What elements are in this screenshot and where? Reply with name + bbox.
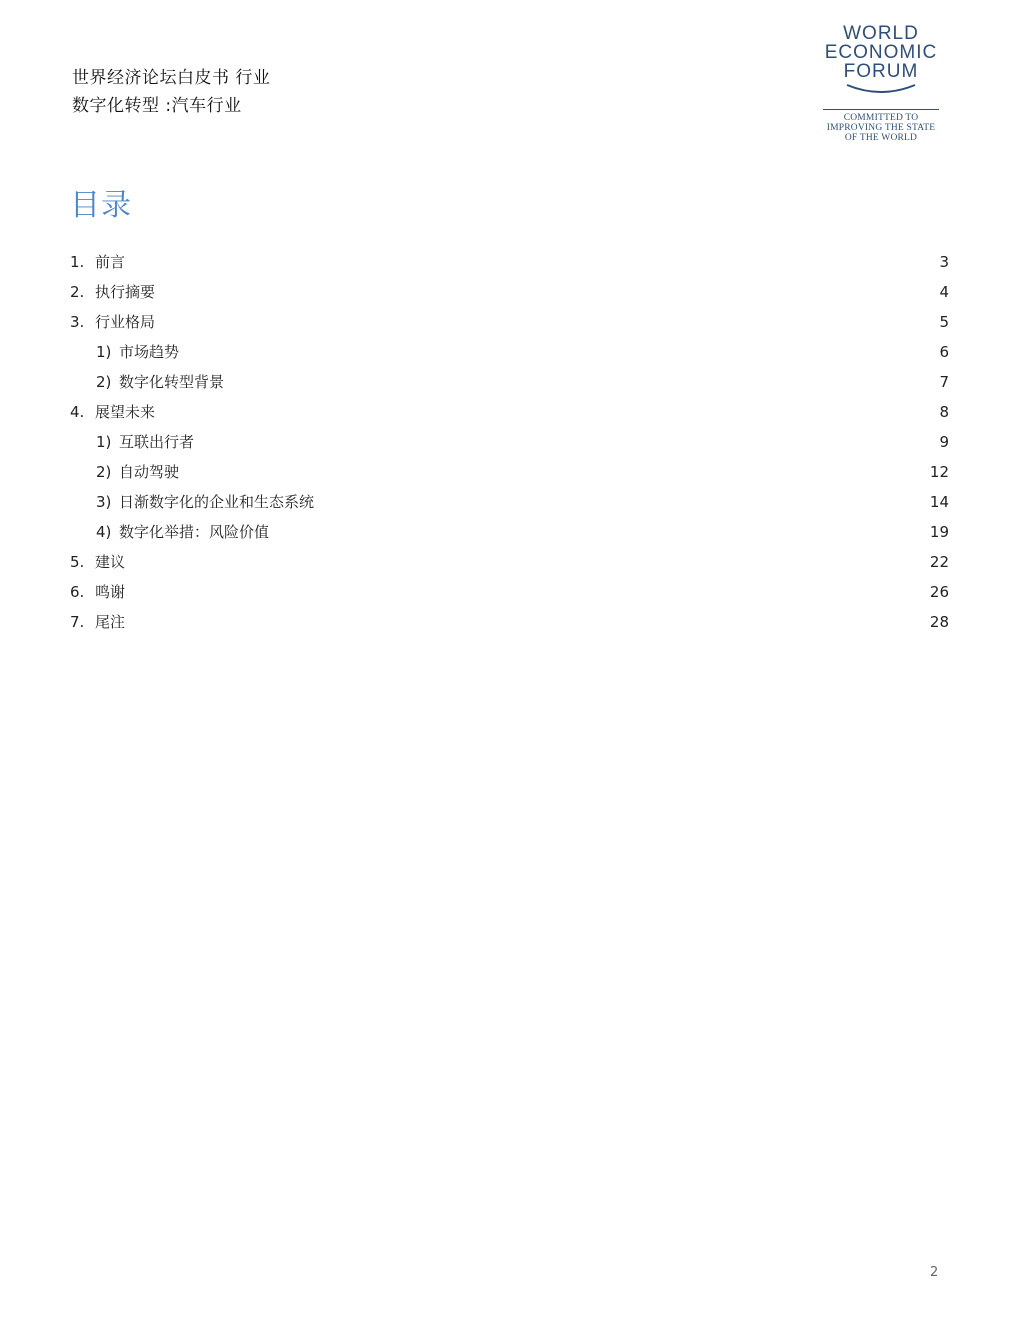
toc-entry-number: 7. bbox=[70, 613, 85, 631]
toc-entry-page: 4 bbox=[939, 283, 949, 301]
toc-entry-number: 5. bbox=[70, 553, 85, 571]
toc-entry[interactable] bbox=[70, 281, 949, 303]
logo-divider bbox=[823, 109, 939, 110]
wef-logo bbox=[820, 24, 942, 143]
toc-entry-number: 6. bbox=[70, 583, 85, 601]
toc-entry-page: 9 bbox=[939, 433, 949, 451]
toc-entry-number: 2) bbox=[96, 373, 112, 391]
toc-entry-number: 3) bbox=[96, 493, 112, 511]
toc-entry-number: 2) bbox=[96, 463, 112, 481]
toc-entry-page: 22 bbox=[929, 553, 949, 571]
toc-entry-number: 1) bbox=[96, 343, 112, 361]
toc-entry-page: 26 bbox=[929, 583, 949, 601]
toc-entry-label: 行业格局 bbox=[95, 313, 156, 331]
toc-entry[interactable] bbox=[70, 311, 949, 333]
logo-word-world: WORLD bbox=[843, 23, 919, 44]
toc-entry-label: 自动驾驶 bbox=[119, 463, 180, 481]
toc-entry-label: 尾注 bbox=[95, 613, 126, 631]
toc-entry-label: 展望未来 bbox=[95, 403, 156, 421]
toc-entry[interactable] bbox=[70, 491, 949, 513]
toc-heading: 目录 bbox=[70, 188, 132, 223]
toc-entry[interactable] bbox=[70, 371, 949, 393]
toc-entry-number: 3. bbox=[70, 313, 85, 331]
toc-entry-page: 12 bbox=[929, 463, 949, 481]
toc-entry-number: 4. bbox=[70, 403, 85, 421]
toc-entry-page: 8 bbox=[939, 403, 949, 421]
toc-entry-page: 6 bbox=[939, 343, 949, 361]
toc-entry-label: 市场趋势 bbox=[119, 343, 180, 361]
toc-entry-label: 执行摘要 bbox=[95, 283, 156, 301]
toc-entry-page: 14 bbox=[929, 493, 949, 511]
toc-entry[interactable] bbox=[70, 341, 949, 363]
toc-entry-page: 28 bbox=[929, 613, 949, 631]
logo-word-forum: FORUM bbox=[843, 61, 919, 82]
logo-tagline-2: IMPROVING THE STATE bbox=[826, 123, 936, 133]
document-series-title: 世界经济论坛白皮书 行业 bbox=[72, 68, 271, 88]
page-number: 2 bbox=[930, 1265, 939, 1280]
toc-entry[interactable] bbox=[70, 401, 949, 423]
toc-entry-number: 1. bbox=[70, 253, 85, 271]
toc-entry-label: 日渐数字化的企业和生态系统 bbox=[119, 493, 315, 511]
toc-entry[interactable] bbox=[70, 431, 949, 453]
toc-entry-number: 4) bbox=[96, 523, 112, 541]
toc-entry-number: 1) bbox=[96, 433, 112, 451]
toc-entry-label: 鸣谢 bbox=[95, 583, 126, 601]
toc-entry-number: 2. bbox=[70, 283, 85, 301]
toc-entry-page: 19 bbox=[929, 523, 949, 541]
toc-entry[interactable] bbox=[70, 551, 949, 573]
logo-tagline-3: OF THE WORLD bbox=[844, 133, 918, 143]
toc-entry-page: 3 bbox=[939, 253, 949, 271]
toc-entry-page: 7 bbox=[939, 373, 949, 391]
toc-entry-label: 数字化转型背景 bbox=[119, 373, 225, 391]
toc-entry[interactable] bbox=[70, 581, 949, 603]
toc-entry-label: 互联出行者 bbox=[119, 433, 195, 451]
logo-arc-icon bbox=[841, 83, 921, 95]
toc-entry-label: 前言 bbox=[95, 253, 126, 271]
toc-entry[interactable] bbox=[70, 461, 949, 483]
logo-word-economic: ECONOMIC bbox=[824, 42, 938, 63]
logo-tagline-1: COMMITTED TO bbox=[843, 113, 919, 123]
toc-entry[interactable] bbox=[70, 521, 949, 543]
toc-entry-page: 5 bbox=[939, 313, 949, 331]
document-title: 数字化转型 :汽车行业 bbox=[72, 96, 242, 116]
toc-entry-label: 数字化举措：风险价值 bbox=[119, 523, 270, 541]
toc-entry[interactable] bbox=[70, 251, 949, 273]
toc-entry-label: 建议 bbox=[95, 553, 126, 571]
toc-entry[interactable] bbox=[70, 611, 949, 633]
